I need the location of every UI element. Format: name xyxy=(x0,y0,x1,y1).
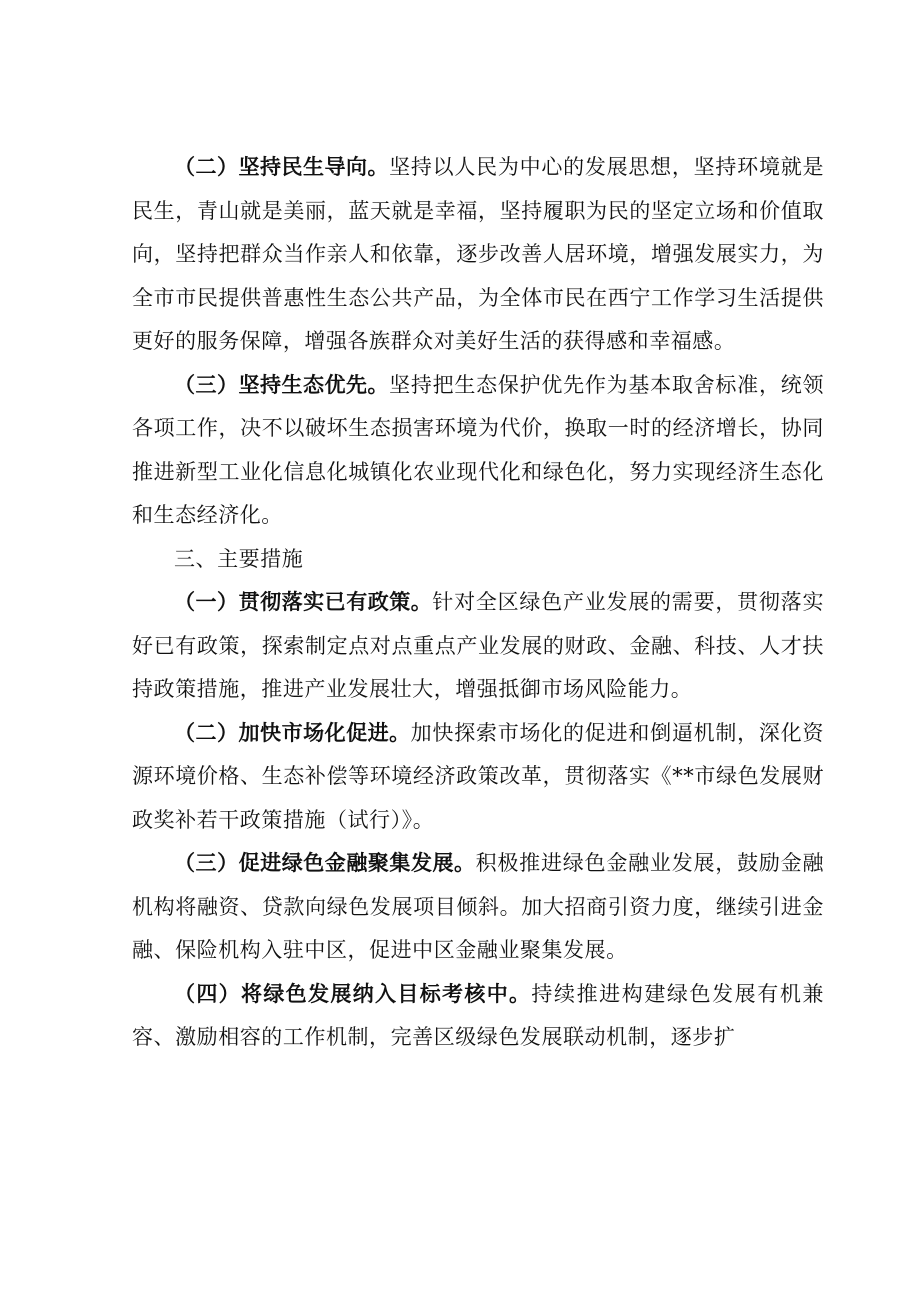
paragraph-text: 积极推进绿色金融业发展，鼓励金融机构将融资、贷款向绿色发展项目倾斜。加大招商引资力度，继续引进金融、保险机构入驻中区，促进中区金融业聚集发展。 xyxy=(132,851,824,962)
paragraph-principle-2 xyxy=(132,146,824,364)
paragraph-text: 持续推进构建绿色发展有机兼容、激励相容的工作机制，完善区级绿色发展联动机制，逐步扩 xyxy=(132,981,824,1049)
paragraph-lead: （二）坚持民生导向。 xyxy=(174,155,390,179)
paragraph-text: 针对全区绿色产业发展的需要，贯彻落实好已有政策，探索制定点对点重点产业发展的财政、金融、科技、人才扶持政策措施，推进产业发展壮大，增强抵御市场风险能力。 xyxy=(132,590,824,701)
paragraph-lead: （二）加快市场化促进。 xyxy=(174,720,411,745)
paragraph-measure-2 xyxy=(132,712,824,843)
paragraph-text: 坚持以人民为中心的发展思想，坚持环境就是民生，青山就是美丽，蓝天就是幸福，坚持履职为民的坚定立场和价值取向，坚持把群众当作亲人和依靠，逐步改善人居环境，增强发展实力，为全市市民提供普惠性生态公共产品，为全体市民在西宁工作学习生活提供更好的服务保障，增强各族群众对美好生活的获得感和幸福感。 xyxy=(132,155,825,353)
paragraph-lead: （三）坚持生态优先。 xyxy=(174,372,390,397)
paragraph-text: 坚持把生态保护优先作为基本取舍标准，统领各项工作，决不以破坏生态损害环境为代价，换取一时的经济增长，协同推进新型工业化信息化城镇化农业现代化和绿色化，努力实现经济生态化和生态经济化。 xyxy=(132,372,825,527)
section-heading: 三、主要措施 xyxy=(174,546,304,571)
paragraph-lead: （三）促进绿色金融聚集发展。 xyxy=(174,851,476,875)
paragraph-measure-4 xyxy=(132,973,824,1060)
paragraph-text: 加快探索市场化的促进和倒逼机制，深化资源环境价格、生态补偿等环境经济政策改革，贯彻落实《**市绿色发展财政奖补若干政策措施（试行）》。 xyxy=(132,720,824,832)
paragraph-measure-1 xyxy=(132,581,824,712)
paragraph-measure-3 xyxy=(132,842,824,973)
paragraph-lead: （四）将绿色发展纳入目标考核中。 xyxy=(174,981,532,1006)
paragraph-principle-3 xyxy=(132,364,824,538)
document-body xyxy=(132,146,824,1060)
paragraph-lead: （一）贯彻落实已有政策。 xyxy=(174,590,433,614)
